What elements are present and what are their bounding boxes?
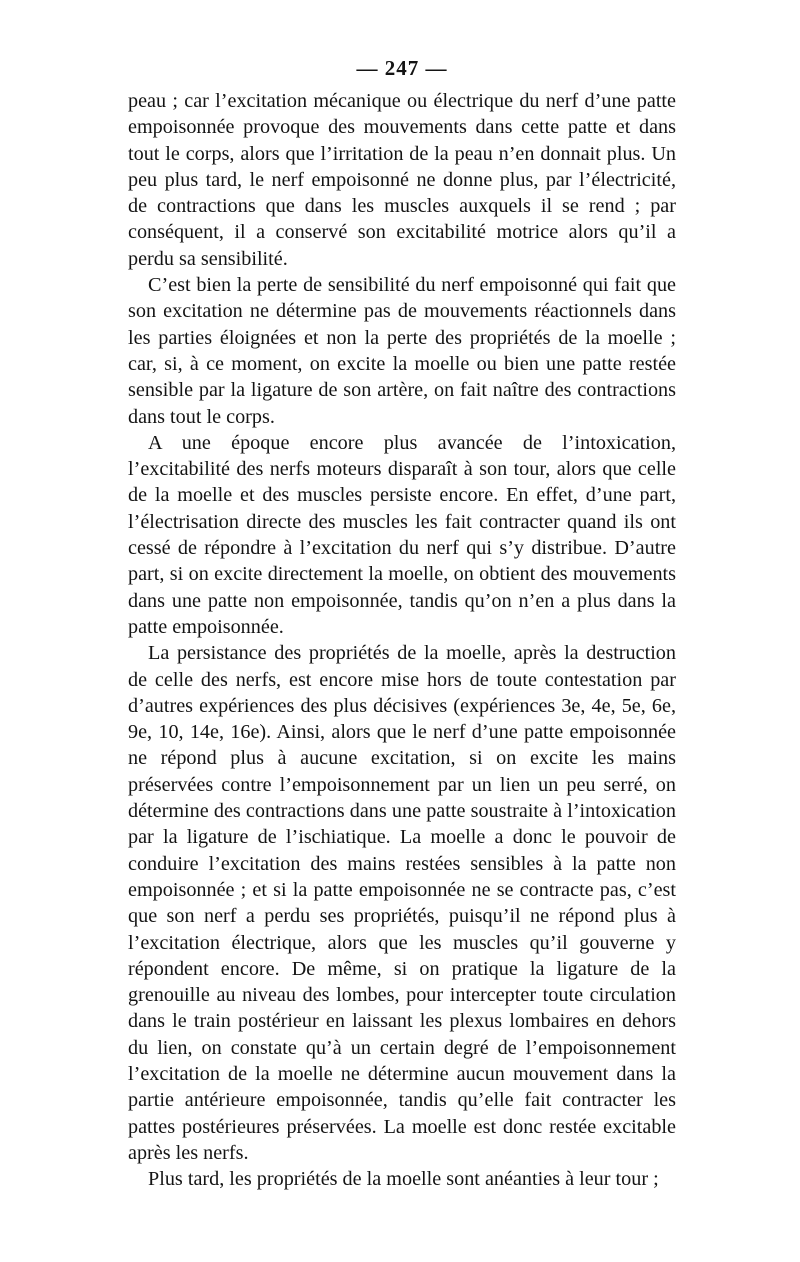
paragraph-5: Plus tard, les propriétés de la moelle sont anéanties à leur tour ; xyxy=(148,1168,659,1191)
paragraph-1: peau ; car l’excitation mécanique ou électrique du nerf d’une patte empoisonnée provoque des mouvements dans cette patte et dans tout le corps, alors que l’irritation de la peau n’en donnait plus. Un peu plus tard, le nerf empoisonné ne donne plus, par l’électricité, de contractions que dans les muscles auxquels il se rend ; par conséquent, il a conservé son excitabilité motrice alors qu’il a perdu sa sensibilité. xyxy=(128,90,676,270)
paragraph-4: La persistance des propriétés de la moelle, après la destruction de celle des nerfs, est encore mise hors de toute contestation par d’autres expériences des plus décisives (expériences 3e, 4e, 5e, 6e, 9e, 10, 14e, 16e). Ainsi, alors que le nerf d’une patte empoisonnée ne répond plus à aucune excitation, si on excite les mains préservées contre l’empoisonnement par un lien un peu serré, on détermine des contractions dans une patte soustraite à l’intoxication par la ligature de l’ischiatique. La moelle a donc le pouvoir de conduire l’excitation des mains restées sensibles à la patte non empoisonnée ; et si la patte empoisonnée ne se contracte pas, c’est que son nerf a perdu ses propriétés, puisqu’il ne répond plus à l’excitation électrique, alors que les muscles qu’il gouverne y répondent encore. De même, si on pratique la ligature de la grenouille au niveau des lombes, pour intercepter toute circulation dans le train postérieur en laissant les plexus lombaires en dehors du lien, on constate qu’à un certain degré de l’empoisonnement l’excitation de la moelle ne détermine aucun mouvement dans la partie antérieure empoisonnée, tandis qu’elle fait contracter les pattes postérieures préservées. La moelle est donc restée excitable après les nerfs. xyxy=(128,642,676,1164)
paragraph-2: C’est bien la perte de sensibilité du nerf empoisonné qui fait que son excitation ne détermine pas de mouvements réactionnels dans les parties éloignées et non la perte des propriétés de la moelle ; car, si, à ce moment, on excite la moelle ou bien une patte restée sensible par la ligature de son artère, on fait naître des contractions dans tout le corps. xyxy=(128,274,676,428)
page-number: — 247 — xyxy=(356,56,448,80)
book-page xyxy=(128,50,676,1192)
paragraph-3: A une époque encore plus avancée de l’intoxication, l’excitabilité des nerfs moteurs disparaît à son tour, alors que celle de la moelle et des muscles persiste encore. En effet, d’une part, l’électrisation directe des muscles les fait contracter quand ils ont cessé de répondre à l’excitation du nerf qui s’y distribue. D’autre part, si on excite directement la moelle, on obtient des mouvements dans une patte non empoisonnée, tandis qu’on n’en a plus dans la patte empoisonnée. xyxy=(128,431,676,638)
